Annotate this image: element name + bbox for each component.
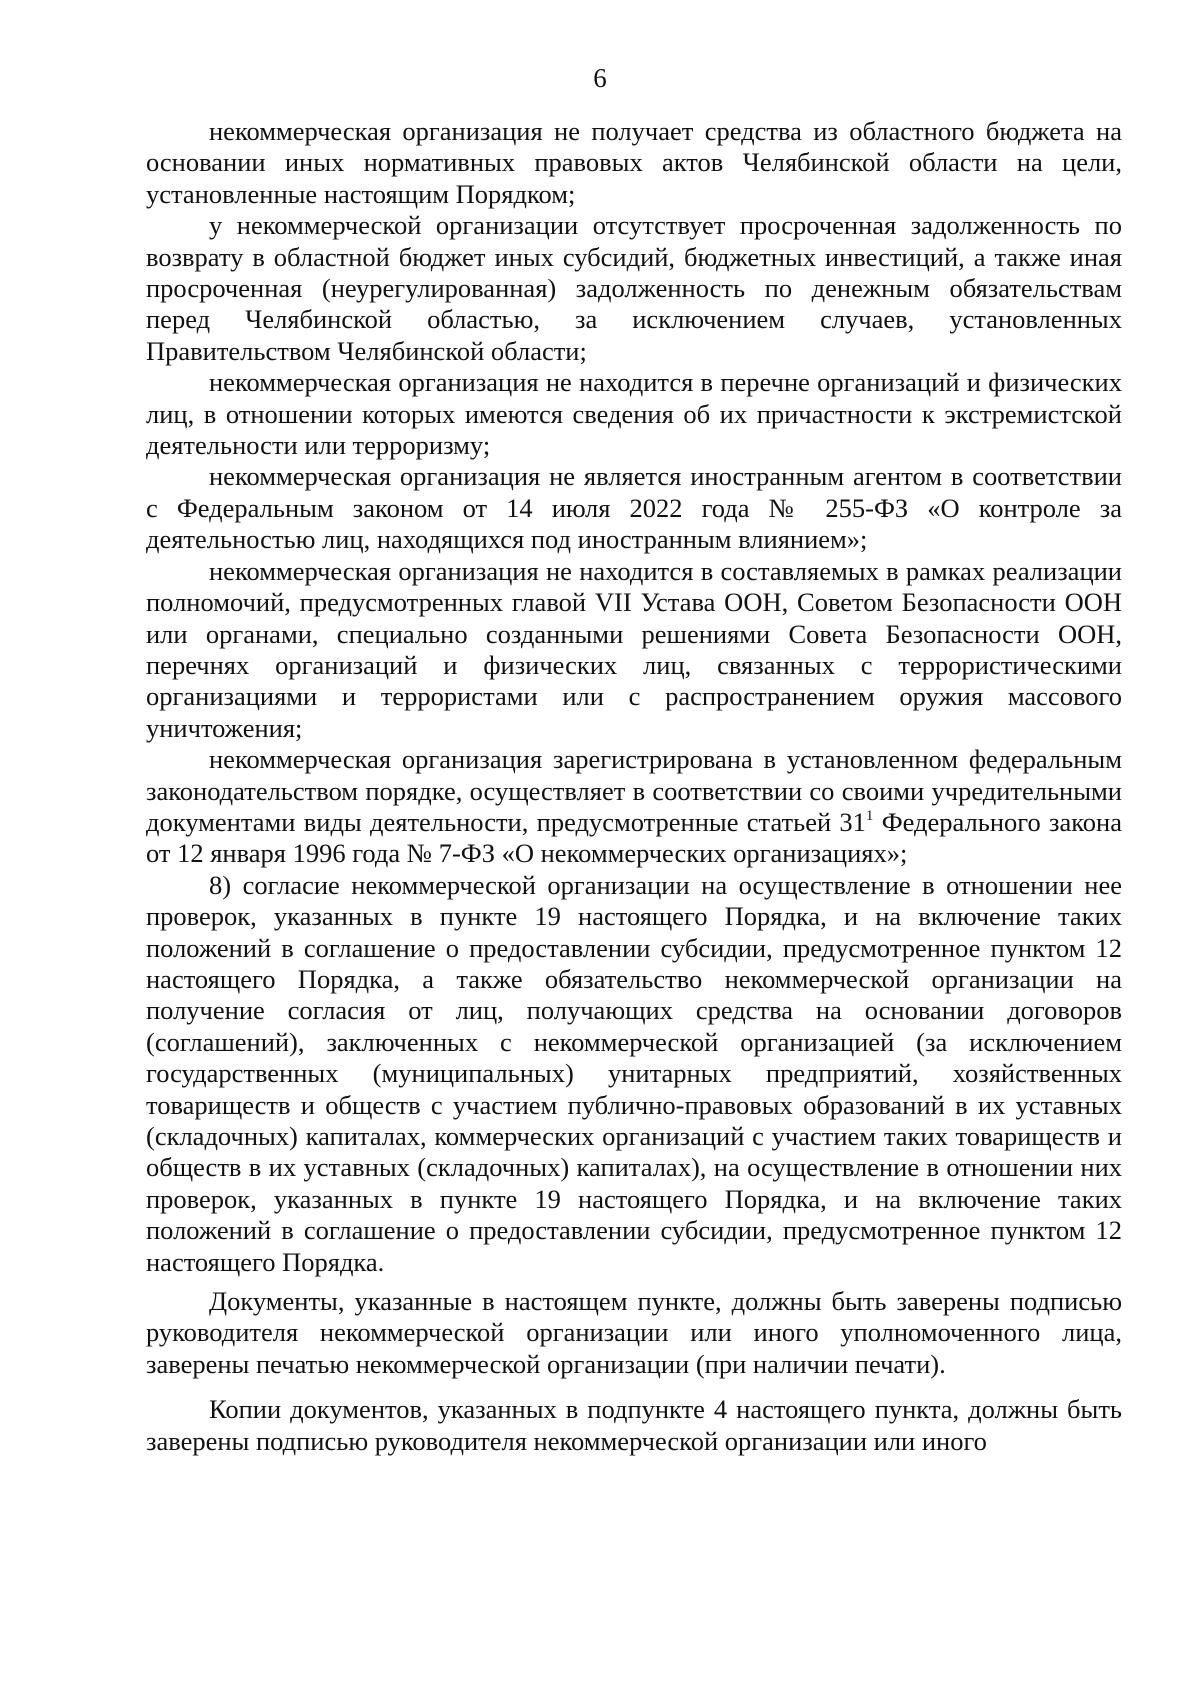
paragraph-registered-organization — [146, 744, 1122, 870]
paragraph-documents-certification: Документы, указанные в настоящем пункте, должны быть заверены подписью руководителя некоммерческой организации или иного уполномоченного лица, заверены печатью некоммерческой организации (при наличии печати). — [146, 1286, 1122, 1379]
page-number: 6 — [593, 63, 607, 93]
paragraph-no-regional-funds: некоммерческая организация не получает средства из областного бюджета на основании иных нормативных правовых актов Челябинской области на цели, установленные настоящим Порядком; — [146, 116, 1122, 209]
document-body — [146, 116, 1122, 1457]
paragraph-not-foreign-agent: некоммерческая организация не является иностранным агентом в соответствии с Федеральным законом от 14 июля 2022 года № 255-ФЗ «О контроле за деятельностью лиц, находящихся под иностранным влиянием»; — [146, 461, 1122, 555]
paragraph-no-overdue-debt: у некоммерческой организации отсутствует просроченная задолженность по возврату в областной бюджет иных субсидий, бюджетных инвестиций, а также иная просроченная (неурегулированная) задолженность по денежным обязательствам перед Челябинской областью, за исключением случаев, установленных Правительством Челябинской области; — [146, 210, 1122, 366]
paragraph-not-in-un-lists: некоммерческая организация не находится в составляемых в рамках реализации полномочий, предусмотренных главой VII Устава ООН, Советом Безопасности ООН или органами, специально созданными решениями Совета Безопасности ООН, перечнях организаций и физических лиц, связанных с террористическими организациями и террористами или с распространением оружия массового уничтожения; — [146, 555, 1122, 743]
paragraph-copies-certification: Копии документов, указанных в подпункте 4 настоящего пункта, должны быть заверены подписью руководителя некоммерческой организации или иного — [146, 1394, 1122, 1456]
paragraph-item-8-consent: 8) согласие некоммерческой организации на осуществление в отношении нее проверок, указанных в пункте 19 настоящего Порядка, и на включение таких положений в соглашение о предоставлении субсидии, предусмотренное пунктом 12 настоящего Порядка, а также обязательство некоммерческой организации на получение согласия от лиц, получающих средства на основании договоров (соглашений), заключенных с некоммерческой организацией (за исключением государственных (муниципальных) унитарных предприятий, хозяйственных товариществ и обществ с участием публично-правовых образований в их уставных (складочных) капиталах, коммерческих организаций с участием таких товариществ и обществ в их уставных (складочных) капиталах), на осуществление в отношении них проверок, указанных в пункте 19 настоящего Порядка, и на включение таких положений в соглашение о предоставлении субсидии, предусмотренное пунктом 12 настоящего Порядка. — [146, 869, 1122, 1277]
registered-text-end: Федерального закона от 12 января 1996 года № 7-ФЗ «О некоммерческих организациях»; — [146, 806, 1122, 869]
article-superscript: 1 — [865, 807, 874, 824]
registered-text-start: некоммерческая организация зарегистрирована в установленном федеральным законодательством порядке, осуществляет в соответствии со своими учредительными документами виды деятельности, предусмотренные статьей 31 — [146, 744, 1122, 837]
paragraph-not-in-extremism-list: некоммерческая организация не находится в перечне организаций и физических лиц, в отношении которых имеются сведения об их причастности к экстремистской деятельности или терроризму; — [146, 367, 1122, 461]
